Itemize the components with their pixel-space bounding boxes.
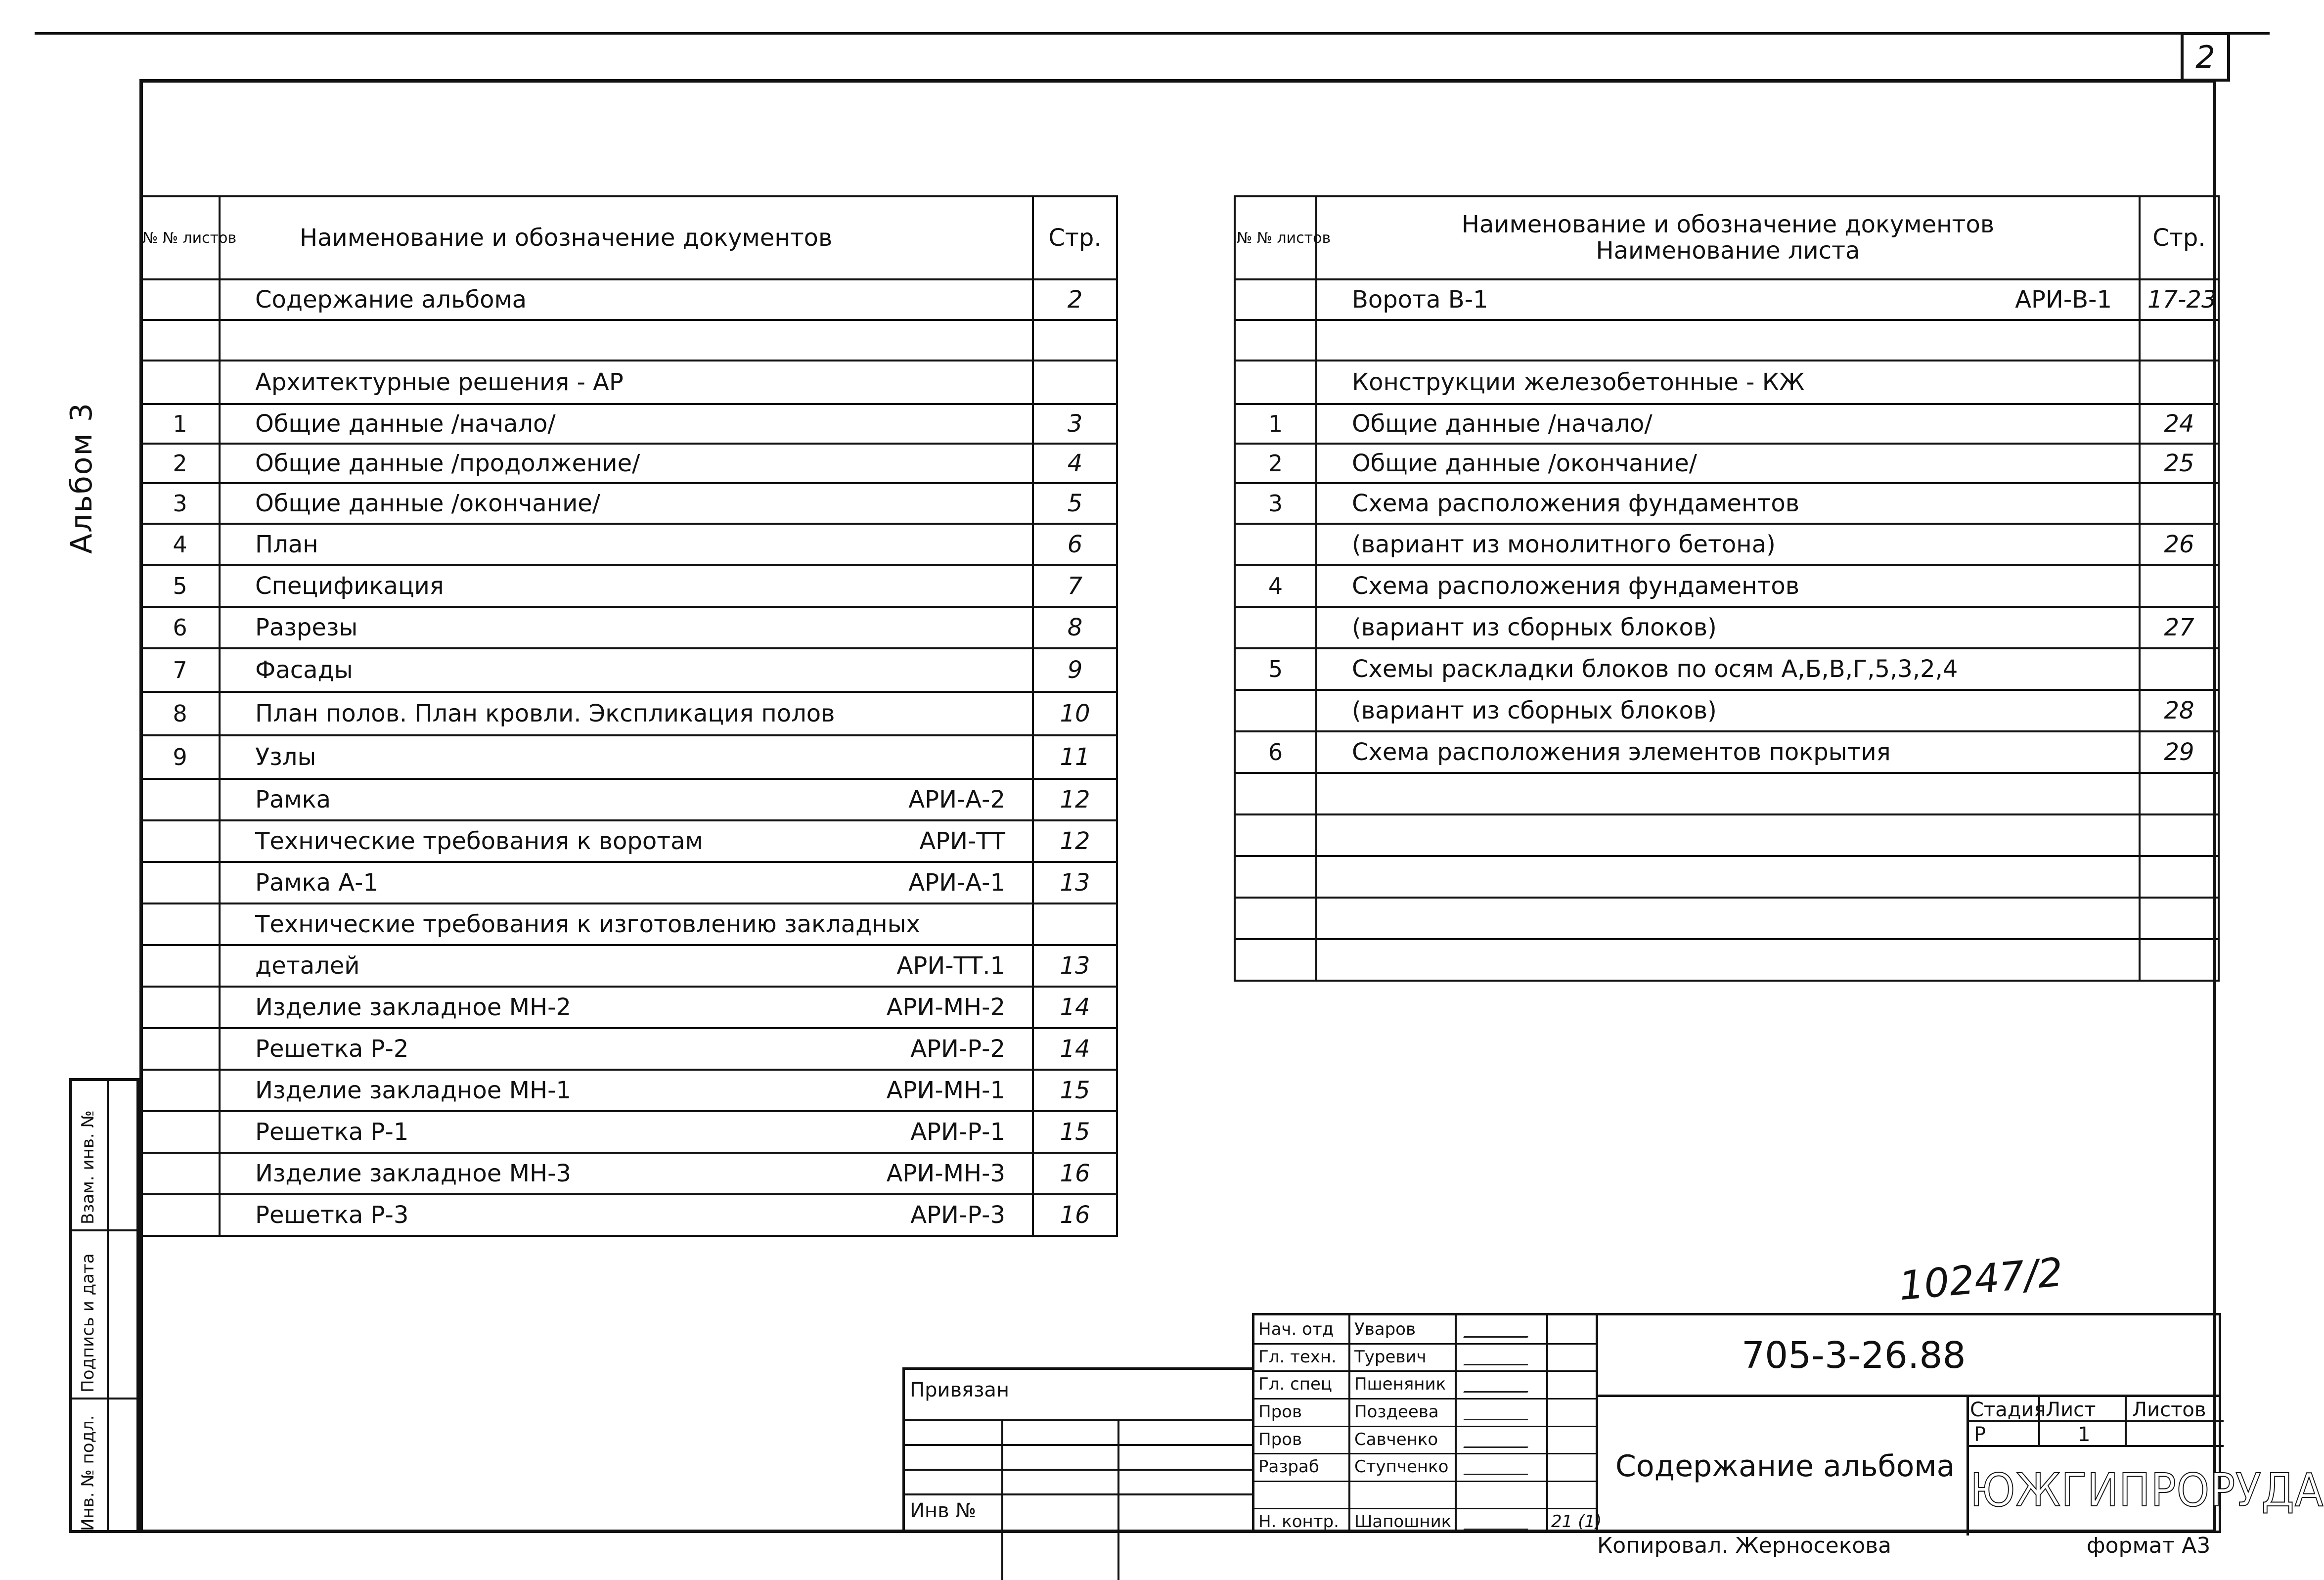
signer-name: Уваров: [1354, 1319, 1416, 1339]
row-name-cell: [220, 320, 1033, 361]
row-page: [2140, 773, 2219, 814]
table-row: [1235, 607, 2219, 648]
row-name: Конструкции железобетонные - КЖ: [1352, 368, 1805, 396]
row-page: 14: [1033, 1028, 1117, 1070]
row-page: 12: [1033, 820, 1117, 862]
row-name-cell: [220, 404, 1033, 444]
header-name-line2: Наименование листа: [1596, 237, 1860, 265]
strip-inv-original: Инв. № подл.: [78, 1415, 98, 1531]
table-row: [1235, 404, 2219, 444]
table-row: [140, 1153, 1117, 1194]
row-page: [2140, 320, 2219, 361]
row-name: План: [255, 531, 318, 558]
table-row: [140, 779, 1117, 820]
row-page: [2140, 483, 2219, 524]
table-row: [140, 1028, 1117, 1070]
row-name-cell: [220, 279, 1033, 320]
row-page: 28: [2140, 690, 2219, 731]
sheet-label: Лист: [2046, 1399, 2096, 1421]
table-row: [140, 444, 1117, 483]
row-name-cell: [1316, 483, 2140, 524]
row-name: Схема расположения фундаментов: [1352, 572, 1800, 600]
row-name: Схема расположения фундаментов: [1352, 490, 1800, 517]
row-sheet-no: [1235, 814, 1316, 856]
signer-name: Савченко: [1354, 1430, 1438, 1449]
row-page: 15: [1033, 1070, 1117, 1111]
signatures-block: [1252, 1313, 1602, 1533]
table-row: [140, 361, 1117, 404]
row-name-cell: [220, 945, 1033, 987]
row-sheet-no: [1235, 773, 1316, 814]
row-name: Фасады: [255, 656, 353, 684]
row-code: АРИ-МН-3: [886, 1160, 1005, 1187]
row-code: АРИ-Р-1: [910, 1118, 1005, 1146]
row-name: Спецификация: [255, 572, 444, 600]
row-name-cell: [1316, 524, 2140, 565]
row-sheet-no: [140, 1028, 220, 1070]
handwritten-number: 10247/2: [1897, 1249, 2065, 1309]
row-name-cell: [1316, 565, 2140, 607]
row-name: План полов. План кровли. Экспликация полов: [255, 700, 835, 727]
title-main-block: [1596, 1313, 2324, 1533]
row-sheet-no: [140, 945, 220, 987]
table-row: [140, 279, 1117, 320]
row-name: Технические требования к воротам: [255, 827, 703, 855]
signer-name: Шапошник: [1354, 1512, 1452, 1532]
row-page: 15: [1033, 1111, 1117, 1153]
table-row: [140, 565, 1117, 607]
album-label: Альбом 3: [64, 402, 99, 554]
row-sheet-no: [1235, 898, 1316, 939]
row-name: Содержание альбома: [255, 286, 527, 314]
privyazan-block: [902, 1367, 1254, 1533]
approval-strip: [69, 1078, 139, 1533]
row-name: Разрезы: [255, 614, 358, 641]
row-page: 7: [1033, 565, 1117, 607]
row-name: деталей: [255, 952, 360, 980]
table-row: [140, 692, 1117, 735]
row-name-cell: [220, 1028, 1033, 1070]
handwritten-signature: [1463, 1349, 1535, 1365]
table-row: [140, 1194, 1117, 1236]
handwritten-signature: [1463, 1432, 1535, 1448]
signer-role: Пров: [1258, 1430, 1302, 1449]
row-name-cell: [1316, 856, 2140, 898]
table-row: [1235, 361, 2219, 404]
row-name-cell: [220, 524, 1033, 565]
row-sheet-no: [1235, 524, 1316, 565]
row-sheet-no: 7: [140, 648, 220, 692]
signer-role: Гл. техн.: [1258, 1347, 1337, 1367]
row-sheet-no: 3: [140, 483, 220, 524]
signer-role: Н. контр.: [1258, 1512, 1339, 1532]
row-sheet-no: 4: [140, 524, 220, 565]
row-page: [2140, 939, 2219, 981]
row-sheet-no: 3: [1235, 483, 1316, 524]
row-name-cell: [1316, 814, 2140, 856]
table-row: [140, 320, 1117, 361]
table-row: [140, 483, 1117, 524]
row-code: АРИ-Р-2: [910, 1035, 1005, 1063]
row-sheet-no: [1235, 320, 1316, 361]
row-sheet-no: [140, 1070, 220, 1111]
handwritten-signature: [1463, 1459, 1535, 1475]
header-sheet-no: № № листов: [1235, 196, 1316, 279]
row-page: 26: [2140, 524, 2219, 565]
row-sheet-no: 8: [140, 692, 220, 735]
table-row: [140, 404, 1117, 444]
strip-signature-date: Подпись и дата: [78, 1253, 98, 1393]
row-page: 14: [1033, 987, 1117, 1028]
row-name-cell: [220, 1070, 1033, 1111]
row-page: 8: [1033, 607, 1117, 648]
table-row: [1235, 565, 2219, 607]
row-name-cell: [220, 607, 1033, 648]
row-page: 16: [1033, 1194, 1117, 1236]
row-page: 10: [1033, 692, 1117, 735]
row-name: Общие данные /окончание/: [255, 490, 600, 517]
row-name-cell: [1316, 404, 2140, 444]
row-name-cell: [1316, 320, 2140, 361]
row-sheet-no: 6: [140, 607, 220, 648]
row-sheet-no: 2: [1235, 444, 1316, 483]
row-name-cell: [1316, 648, 2140, 690]
table-row: [1235, 856, 2219, 898]
row-name-cell: [1316, 607, 2140, 648]
stage-value: Р: [1974, 1423, 1986, 1446]
row-page: 13: [1033, 945, 1117, 987]
row-page: 17-23: [2140, 279, 2219, 320]
row-sheet-no: [140, 361, 220, 404]
sheet-value: 1: [2078, 1423, 2091, 1446]
row-page: 25: [2140, 444, 2219, 483]
table-row: [1235, 814, 2219, 856]
table-row: [140, 607, 1117, 648]
row-name-cell: [220, 735, 1033, 779]
sheets-label: Листов: [2132, 1399, 2206, 1421]
header-name-line1: Наименование и обозначение документов: [1461, 211, 1995, 239]
row-page: [2140, 856, 2219, 898]
copied-by: Копировал. Жерносекова: [1597, 1533, 1892, 1558]
row-page: 9: [1033, 648, 1117, 692]
table-row: [1235, 524, 2219, 565]
table-row: [1235, 279, 2219, 320]
row-sheet-no: [1235, 690, 1316, 731]
table-row: [140, 945, 1117, 987]
row-name: Общие данные /продолжение/: [255, 450, 640, 477]
header-name: [1316, 196, 2140, 279]
row-sheet-no: 1: [140, 404, 220, 444]
row-page: [1033, 361, 1117, 404]
row-page: [2140, 565, 2219, 607]
handwritten-signature: [1463, 1321, 1535, 1338]
row-sheet-no: 2: [140, 444, 220, 483]
header-sheet-no: № № листов: [140, 196, 220, 279]
header-page: Стр.: [1033, 196, 1117, 279]
signer-role: Гл. спец: [1258, 1374, 1333, 1394]
row-page: 27: [2140, 607, 2219, 648]
organization-logo: ЮЖГИПРОРУДА: [1970, 1464, 2324, 1517]
row-name-cell: [1316, 773, 2140, 814]
row-name: Изделие закладное МН-2: [255, 993, 571, 1021]
table-row: [140, 524, 1117, 565]
table-row: [1235, 648, 2219, 690]
row-sheet-no: [1235, 939, 1316, 981]
row-sheet-no: [1235, 856, 1316, 898]
row-sheet-no: [140, 987, 220, 1028]
row-page: 12: [1033, 779, 1117, 820]
row-sheet-no: [1235, 279, 1316, 320]
row-name-cell: [220, 648, 1033, 692]
row-name: Общие данные /начало/: [255, 410, 556, 438]
row-name: Узлы: [255, 743, 316, 771]
table-row: [1235, 898, 2219, 939]
signer-name: Туревич: [1354, 1347, 1427, 1367]
row-name: (вариант из сборных блоков): [1352, 697, 1717, 724]
row-code: АРИ-ТТ.1: [896, 952, 1005, 980]
table-row: [140, 903, 1117, 945]
row-name: Рамка А-1: [255, 869, 378, 897]
row-page: 4: [1033, 444, 1117, 483]
sheet-title: Содержание альбома: [1615, 1449, 1955, 1484]
left-contents-table: [139, 195, 1118, 1237]
table-row: [140, 1070, 1117, 1111]
row-sheet-no: [1235, 361, 1316, 404]
row-name: Общие данные /окончание/: [1352, 450, 1697, 477]
stage-label: Стадия: [1970, 1399, 2046, 1421]
row-page: [1033, 320, 1117, 361]
row-name-cell: [1316, 444, 2140, 483]
row-name-cell: [220, 987, 1033, 1028]
table-row: [1235, 483, 2219, 524]
format-label: формат А3: [2087, 1533, 2211, 1558]
control-date: 21 (1): [1551, 1512, 1602, 1532]
row-sheet-no: [140, 820, 220, 862]
row-sheet-no: [140, 1194, 220, 1236]
row-page: [2140, 361, 2219, 404]
signer-name: Пшеняник: [1354, 1374, 1446, 1394]
row-page: 16: [1033, 1153, 1117, 1194]
strip-vzam-inv: Взам. инв. №: [78, 1110, 98, 1224]
row-page: 24: [2140, 404, 2219, 444]
row-code: АРИ-МН-2: [886, 993, 1005, 1021]
handwritten-signature: [1463, 1514, 1535, 1530]
row-name-cell: [220, 862, 1033, 903]
row-sheet-no: 1: [1235, 404, 1316, 444]
row-name-cell: [220, 565, 1033, 607]
table-row: [140, 862, 1117, 903]
table-row: [1235, 731, 2219, 773]
row-name-cell: [220, 692, 1033, 735]
row-name-cell: [1316, 939, 2140, 981]
signer-role: Разраб: [1258, 1457, 1319, 1477]
row-name-cell: [1316, 361, 2140, 404]
row-name: Решетка Р-1: [255, 1118, 409, 1146]
row-name-cell: [220, 1194, 1033, 1236]
row-sheet-no: [140, 779, 220, 820]
table-row: [140, 735, 1117, 779]
handwritten-signature: [1463, 1404, 1535, 1420]
handwritten-signature: [1463, 1376, 1535, 1393]
row-page: 11: [1033, 735, 1117, 779]
right-contents-table: [1234, 195, 2220, 982]
table-row: [1235, 444, 2219, 483]
row-sheet-no: [140, 1153, 220, 1194]
row-page: 6: [1033, 524, 1117, 565]
row-sheet-no: [140, 903, 220, 945]
row-page: 3: [1033, 404, 1117, 444]
header-name: Наименование и обозначение документов: [220, 196, 1033, 279]
row-sheet-no: [140, 1111, 220, 1153]
row-page: 5: [1033, 483, 1117, 524]
row-code: АРИ-А-1: [908, 869, 1005, 897]
signer-role: Нач. отд: [1258, 1319, 1334, 1339]
row-name: (вариант из монолитного бетона): [1352, 531, 1776, 558]
row-name-cell: [220, 1111, 1033, 1153]
row-name-cell: [220, 1153, 1033, 1194]
row-sheet-no: 5: [1235, 648, 1316, 690]
row-name: Решетка Р-2: [255, 1035, 409, 1063]
row-name: Решетка Р-3: [255, 1201, 409, 1229]
table-row: [140, 820, 1117, 862]
row-code: АРИ-МН-1: [886, 1077, 1005, 1104]
row-page: [1033, 903, 1117, 945]
row-page: [2140, 814, 2219, 856]
row-name-cell: [220, 779, 1033, 820]
row-name: Общие данные /начало/: [1352, 410, 1653, 438]
row-sheet-no: [140, 320, 220, 361]
row-code: АРИ-А-2: [908, 786, 1005, 813]
row-name-cell: [1316, 731, 2140, 773]
row-page: 29: [2140, 731, 2219, 773]
row-name: Изделие закладное МН-3: [255, 1160, 571, 1187]
row-sheet-no: 6: [1235, 731, 1316, 773]
row-name: Схема расположения элементов покрытия: [1352, 738, 1891, 766]
row-name: Технические требования к изготовлению закладных: [255, 910, 920, 938]
row-sheet-no: 5: [140, 565, 220, 607]
table-row: [140, 1111, 1117, 1153]
row-page: 13: [1033, 862, 1117, 903]
row-name-cell: [1316, 690, 2140, 731]
row-name: (вариант из сборных блоков): [1352, 614, 1717, 641]
row-code: АРИ-В-1: [2015, 286, 2112, 314]
table-row: [1235, 773, 2219, 814]
row-page: [2140, 898, 2219, 939]
table-row: [140, 987, 1117, 1028]
row-name-cell: [1316, 279, 2140, 320]
row-code: АРИ-ТТ: [919, 827, 1005, 855]
privyazan-label: Привязан: [910, 1379, 1010, 1401]
row-name-cell: [220, 361, 1033, 404]
row-code: АРИ-Р-3: [910, 1201, 1005, 1229]
row-name: Ворота В-1: [1352, 286, 1488, 314]
header-page: Стр.: [2140, 196, 2219, 279]
row-name-cell: [220, 820, 1033, 862]
row-sheet-no: [140, 862, 220, 903]
row-name: Рамка: [255, 786, 331, 813]
table-row: [1235, 939, 2219, 981]
row-name: Изделие закладное МН-1: [255, 1077, 571, 1104]
designation: 705-3-26.88: [1742, 1334, 1966, 1377]
signer-name: Ступченко: [1354, 1457, 1449, 1477]
row-name-cell: [220, 444, 1033, 483]
row-sheet-no: [140, 279, 220, 320]
row-sheet-no: [1235, 607, 1316, 648]
row-sheet-no: 4: [1235, 565, 1316, 607]
row-name: Архитектурные решения - АР: [255, 368, 624, 396]
inv-no-label: Инв №: [910, 1499, 976, 1522]
row-page: [2140, 648, 2219, 690]
table-row: [1235, 320, 2219, 361]
table-row: [140, 648, 1117, 692]
row-name-cell: [1316, 898, 2140, 939]
sheet-number: 2: [2181, 32, 2230, 82]
row-sheet-no: 9: [140, 735, 220, 779]
row-name-cell: [220, 903, 1033, 945]
signer-name: Поздеева: [1354, 1402, 1439, 1422]
row-page: 2: [1033, 279, 1117, 320]
row-name-cell: [220, 483, 1033, 524]
table-row: [1235, 690, 2219, 731]
signer-role: Пров: [1258, 1402, 1302, 1422]
row-name: Схемы раскладки блоков по осям А,Б,В,Г,5,3,2,4: [1352, 655, 1958, 683]
